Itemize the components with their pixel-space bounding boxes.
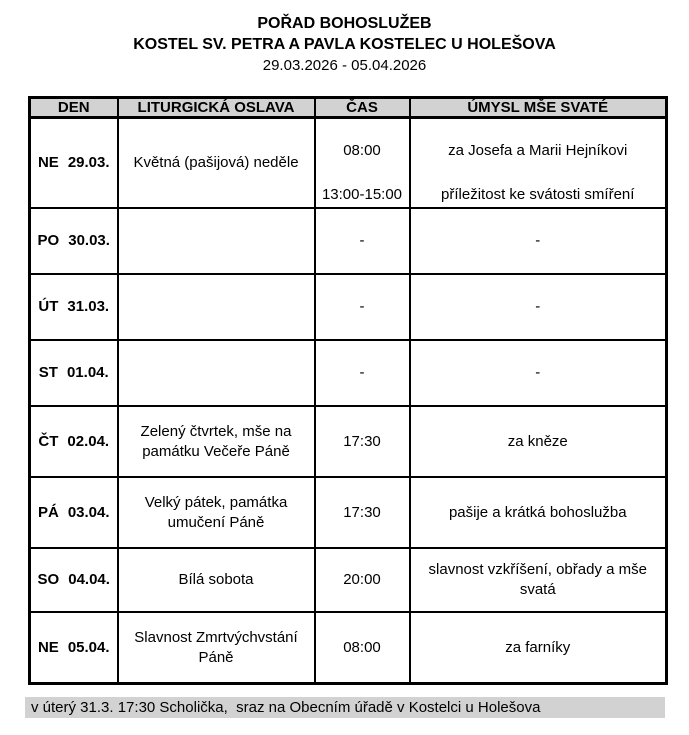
celebration-cell: Bílá sobota <box>118 548 315 612</box>
day-label <box>38 638 110 658</box>
table-row <box>30 208 667 274</box>
day-date: 05.04. <box>67 638 110 656</box>
time-entry: 08:00 <box>343 142 381 159</box>
day-cell <box>30 118 118 209</box>
table-row <box>30 340 667 406</box>
day-abbrev: NE <box>37 154 59 171</box>
table-row <box>30 118 667 209</box>
footer-note: v úterý 31.3. 17:30 Scholička, sraz na Obecním úřadě v Kostelci u Holešova <box>25 697 665 718</box>
intention-cell: za kněze <box>410 406 667 477</box>
day-abbrev: SO <box>37 571 60 588</box>
day-abbrev: PÁ <box>37 503 59 521</box>
column-header-cas: ČAS <box>315 98 410 118</box>
time-cell: 20:00 <box>315 548 410 612</box>
day-label <box>38 432 109 452</box>
celebration-cell: Slavnost Zmrtvýchvstání Páně <box>118 612 315 684</box>
intention-cell: slavnost vzkříšení, obřady a mše svatá <box>410 548 667 612</box>
table-row <box>30 477 667 548</box>
day-date: 29.03. <box>67 154 110 171</box>
celebration-cell <box>118 208 315 274</box>
day-cell <box>30 548 118 612</box>
date-range: 29.03.2026 - 05.04.2026 <box>262 57 427 74</box>
page-title: POŘAD BOHOSLUŽEB <box>257 15 432 32</box>
time-cell: 17:30 <box>315 406 410 477</box>
day-label <box>39 363 109 383</box>
day-abbrev: ST <box>38 364 58 381</box>
day-date: 02.04. <box>67 432 110 450</box>
time-cell: - <box>315 340 410 406</box>
column-header-liturgicka-oslava: LITURGICKÁ OSLAVA <box>118 98 315 118</box>
intention-cell: - <box>410 340 667 406</box>
day-label <box>38 503 110 523</box>
table-row <box>30 548 667 612</box>
time-cell <box>315 118 410 209</box>
day-abbrev: PO <box>37 232 60 249</box>
day-label <box>38 570 110 590</box>
intention-entry: za Josefa a Marii Hejníkovi <box>448 142 628 159</box>
intention-cell: - <box>410 274 667 340</box>
time-cell: 17:30 <box>315 477 410 548</box>
time-cell: - <box>315 208 410 274</box>
celebration-cell <box>118 340 315 406</box>
time-cell: 08:00 <box>315 612 410 684</box>
table-row <box>30 406 667 477</box>
table-header-row <box>30 98 667 118</box>
day-abbrev: NE <box>37 638 59 656</box>
day-date: 04.04. <box>68 571 110 588</box>
intention-cell: za farníky <box>410 612 667 684</box>
column-header-umysl-mse-svate: ÚMYSL MŠE SVATÉ <box>410 98 667 118</box>
intention-entry: příležitost ke svátosti smíření <box>441 186 635 203</box>
page-subtitle: KOSTEL SV. PETRA A PAVLA KOSTELEC U HOLEŠOVA <box>133 36 556 53</box>
time-entry: 13:00-15:00 <box>321 186 403 203</box>
day-abbrev: ÚT <box>38 298 59 315</box>
table-row <box>30 612 667 684</box>
day-label <box>38 153 110 173</box>
day-cell <box>30 406 118 477</box>
document-header <box>0 0 689 76</box>
intention-cell: pašije a krátká bohoslužba <box>410 477 667 548</box>
table-row <box>30 274 667 340</box>
day-date: 30.03. <box>68 232 110 249</box>
day-date: 03.04. <box>67 503 110 521</box>
celebration-cell <box>118 274 315 340</box>
day-cell <box>30 274 118 340</box>
celebration-cell: Květná (pašijová) neděle <box>118 118 315 209</box>
celebration-cell: Zelený čtvrtek, mše na památku Večeře Páně <box>118 406 315 477</box>
schedule-table <box>28 96 668 685</box>
day-cell <box>30 208 118 274</box>
day-cell <box>30 477 118 548</box>
time-cell: - <box>315 274 410 340</box>
celebration-cell: Velký pátek, památka umučení Páně <box>118 477 315 548</box>
day-date: 31.03. <box>67 298 110 315</box>
day-label <box>38 231 110 251</box>
day-date: 01.04. <box>66 364 109 381</box>
day-cell <box>30 340 118 406</box>
day-label <box>38 297 109 317</box>
day-abbrev: ČT <box>38 432 59 450</box>
column-header-den: DEN <box>30 98 118 118</box>
day-cell <box>30 612 118 684</box>
intention-cell: - <box>410 208 667 274</box>
intention-cell <box>410 118 667 209</box>
